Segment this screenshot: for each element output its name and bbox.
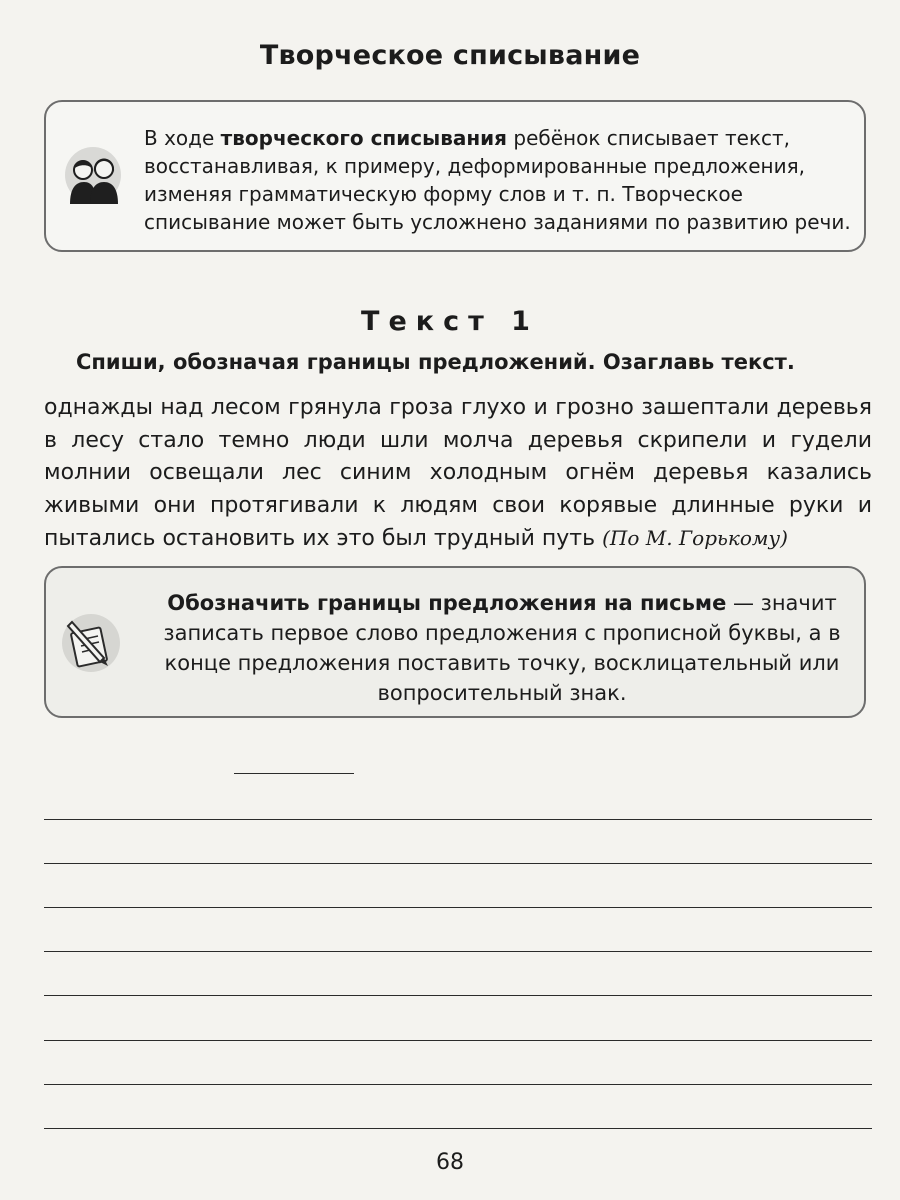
task-instruction: Спиши, обозначая границы предложений. Озаглавь текст. — [76, 350, 795, 374]
text-heading: Текст 1 — [361, 306, 539, 337]
writing-line[interactable] — [44, 1128, 872, 1129]
writing-line[interactable] — [44, 1084, 872, 1085]
writing-line[interactable] — [44, 863, 872, 864]
writing-line[interactable] — [44, 995, 872, 996]
writing-lines — [44, 0, 872, 1200]
writing-line[interactable] — [234, 773, 354, 774]
text-source: (По М. Горькому) — [602, 526, 788, 550]
exercise-text: однажды над лесом грянула гроза глухо и грозно зашептали деревья в лесу стало темно люди шли молча деревья скрипели и гудели молнии освещали лес синим холодным огнём деревья казались живыми они протягивали к людям свои корявые длинные руки и пытались остановить их это был трудный путь (По М. Горькому) — [44, 395, 872, 551]
section-title: Творческое списывание — [259, 40, 641, 71]
writing-line[interactable] — [44, 819, 872, 820]
writing-line[interactable] — [44, 907, 872, 908]
info-text: В ходе творческого списывания ребёнок списывает текст, восстанавливая, к примеру, деформированные предложения, изменяя грамматическую форму слов и т. п. Творческое списывание может быть усложнено заданиями по развитию речи. — [144, 126, 851, 234]
writing-line[interactable] — [44, 951, 872, 952]
writing-line[interactable] — [44, 1040, 872, 1041]
page-number: 68 — [436, 1150, 464, 1175]
rule-text: Обозначить границы предложения на письме — значит записать первое слово предложения с прописной буквы, а в конце предложения поставить точку, восклицательный или вопросительный знак. — [163, 591, 841, 705]
